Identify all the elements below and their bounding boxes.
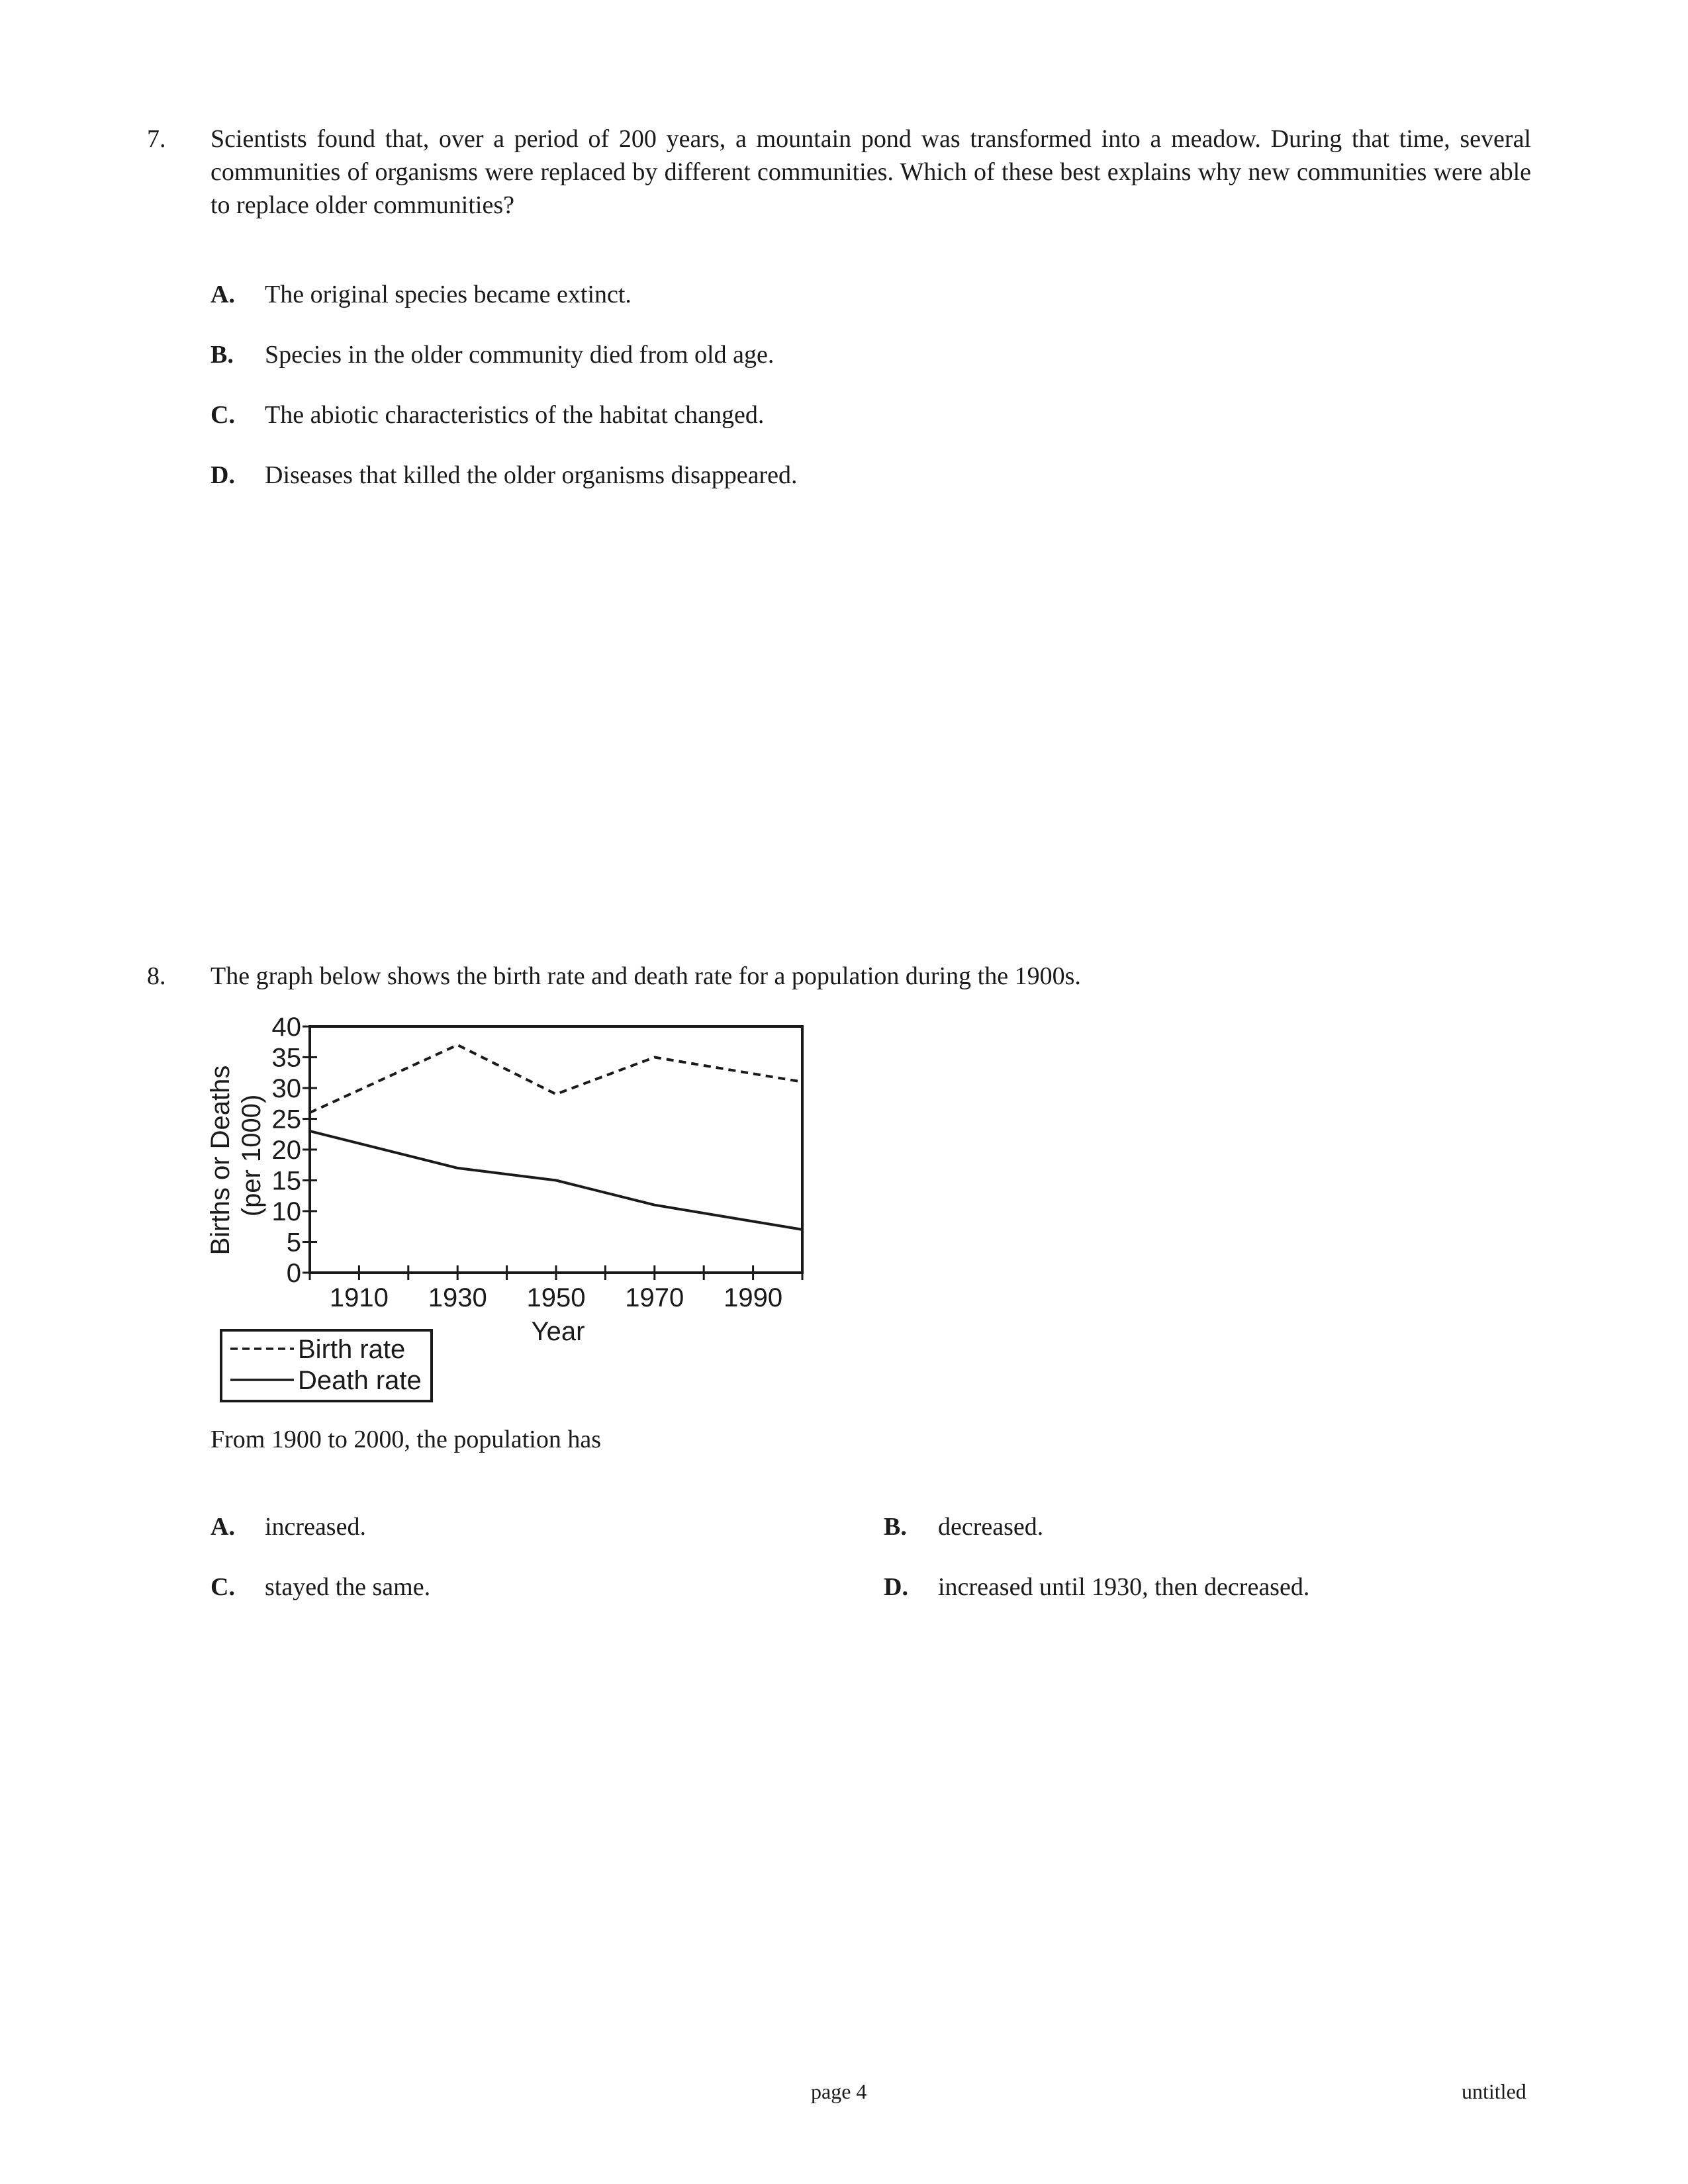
legend-birth-rate-label: Birth rate [298, 1335, 406, 1364]
question-8-stem: From 1900 to 2000, the population has [211, 1426, 602, 1453]
y-tick-label: 25 [271, 1105, 301, 1134]
option-letter: C. [211, 1573, 235, 1601]
y-tick-label: 40 [271, 1013, 301, 1042]
question-8-number: 8. [147, 962, 166, 990]
question-8-option-d[interactable] [884, 1570, 1309, 1604]
option-letter: B. [211, 341, 234, 369]
option-letter: C. [211, 401, 235, 429]
option-text: increased. [265, 1513, 366, 1541]
option-letter: D. [211, 461, 235, 489]
option-text: stayed the same. [265, 1573, 431, 1601]
question-8-option-b[interactable] [884, 1510, 1043, 1543]
y-tick-label: 35 [271, 1043, 301, 1073]
page-number: page 4 [811, 2079, 867, 2103]
x-tick-label: 1990 [724, 1283, 783, 1312]
y-tick-label: 15 [271, 1166, 301, 1196]
document-title: untitled [1462, 2079, 1526, 2103]
question-7-text: Scientists found that, over a period of 200 years, a mountain pond was transformed into a meadow. During that time, several communities of organisms were replaced by different communities. Which of these best explains why new communities were able to replace older communities? [211, 125, 1531, 219]
option-text: Diseases that killed the older organisms disappeared. [265, 461, 798, 489]
legend-death-rate-label: Death rate [298, 1366, 422, 1395]
option-text: Species in the older community died from old age. [265, 341, 774, 369]
question-7-number: 7. [147, 125, 166, 153]
option-text: increased until 1930, then decreased. [938, 1573, 1310, 1601]
option-text: decreased. [938, 1513, 1044, 1541]
question-8-option-a[interactable] [211, 1510, 366, 1543]
chart-legend [221, 1330, 432, 1401]
option-letter: D. [884, 1573, 908, 1601]
y-axis-label-line2: (per 1000) [237, 1094, 266, 1217]
option-text: The original species became extinct. [265, 281, 632, 308]
x-tick-label: 1910 [329, 1283, 389, 1312]
option-letter: B. [884, 1513, 907, 1541]
x-tick-label: 1950 [526, 1283, 586, 1312]
question-8-option-c[interactable] [211, 1570, 430, 1604]
y-tick-label: 30 [271, 1074, 301, 1103]
option-text: The abiotic characteristics of the habitat changed. [265, 401, 765, 429]
y-tick-label: 10 [271, 1197, 301, 1226]
question-8-text: The graph below shows the birth rate and death rate for a population during the 1900s. [211, 962, 1081, 990]
x-tick-label: 1970 [625, 1283, 684, 1312]
y-tick-label: 20 [271, 1136, 301, 1165]
x-axis-label: Year [531, 1317, 585, 1346]
death-rate-line [310, 1131, 802, 1230]
option-letter: A. [211, 1513, 235, 1541]
option-letter: A. [211, 281, 235, 308]
y-axis-label-line1: Births or Deaths [206, 1065, 235, 1255]
y-tick-label: 5 [286, 1228, 301, 1257]
y-tick-label: 0 [286, 1259, 301, 1288]
x-tick-label: 1930 [428, 1283, 487, 1312]
birth-rate-line [310, 1045, 802, 1113]
